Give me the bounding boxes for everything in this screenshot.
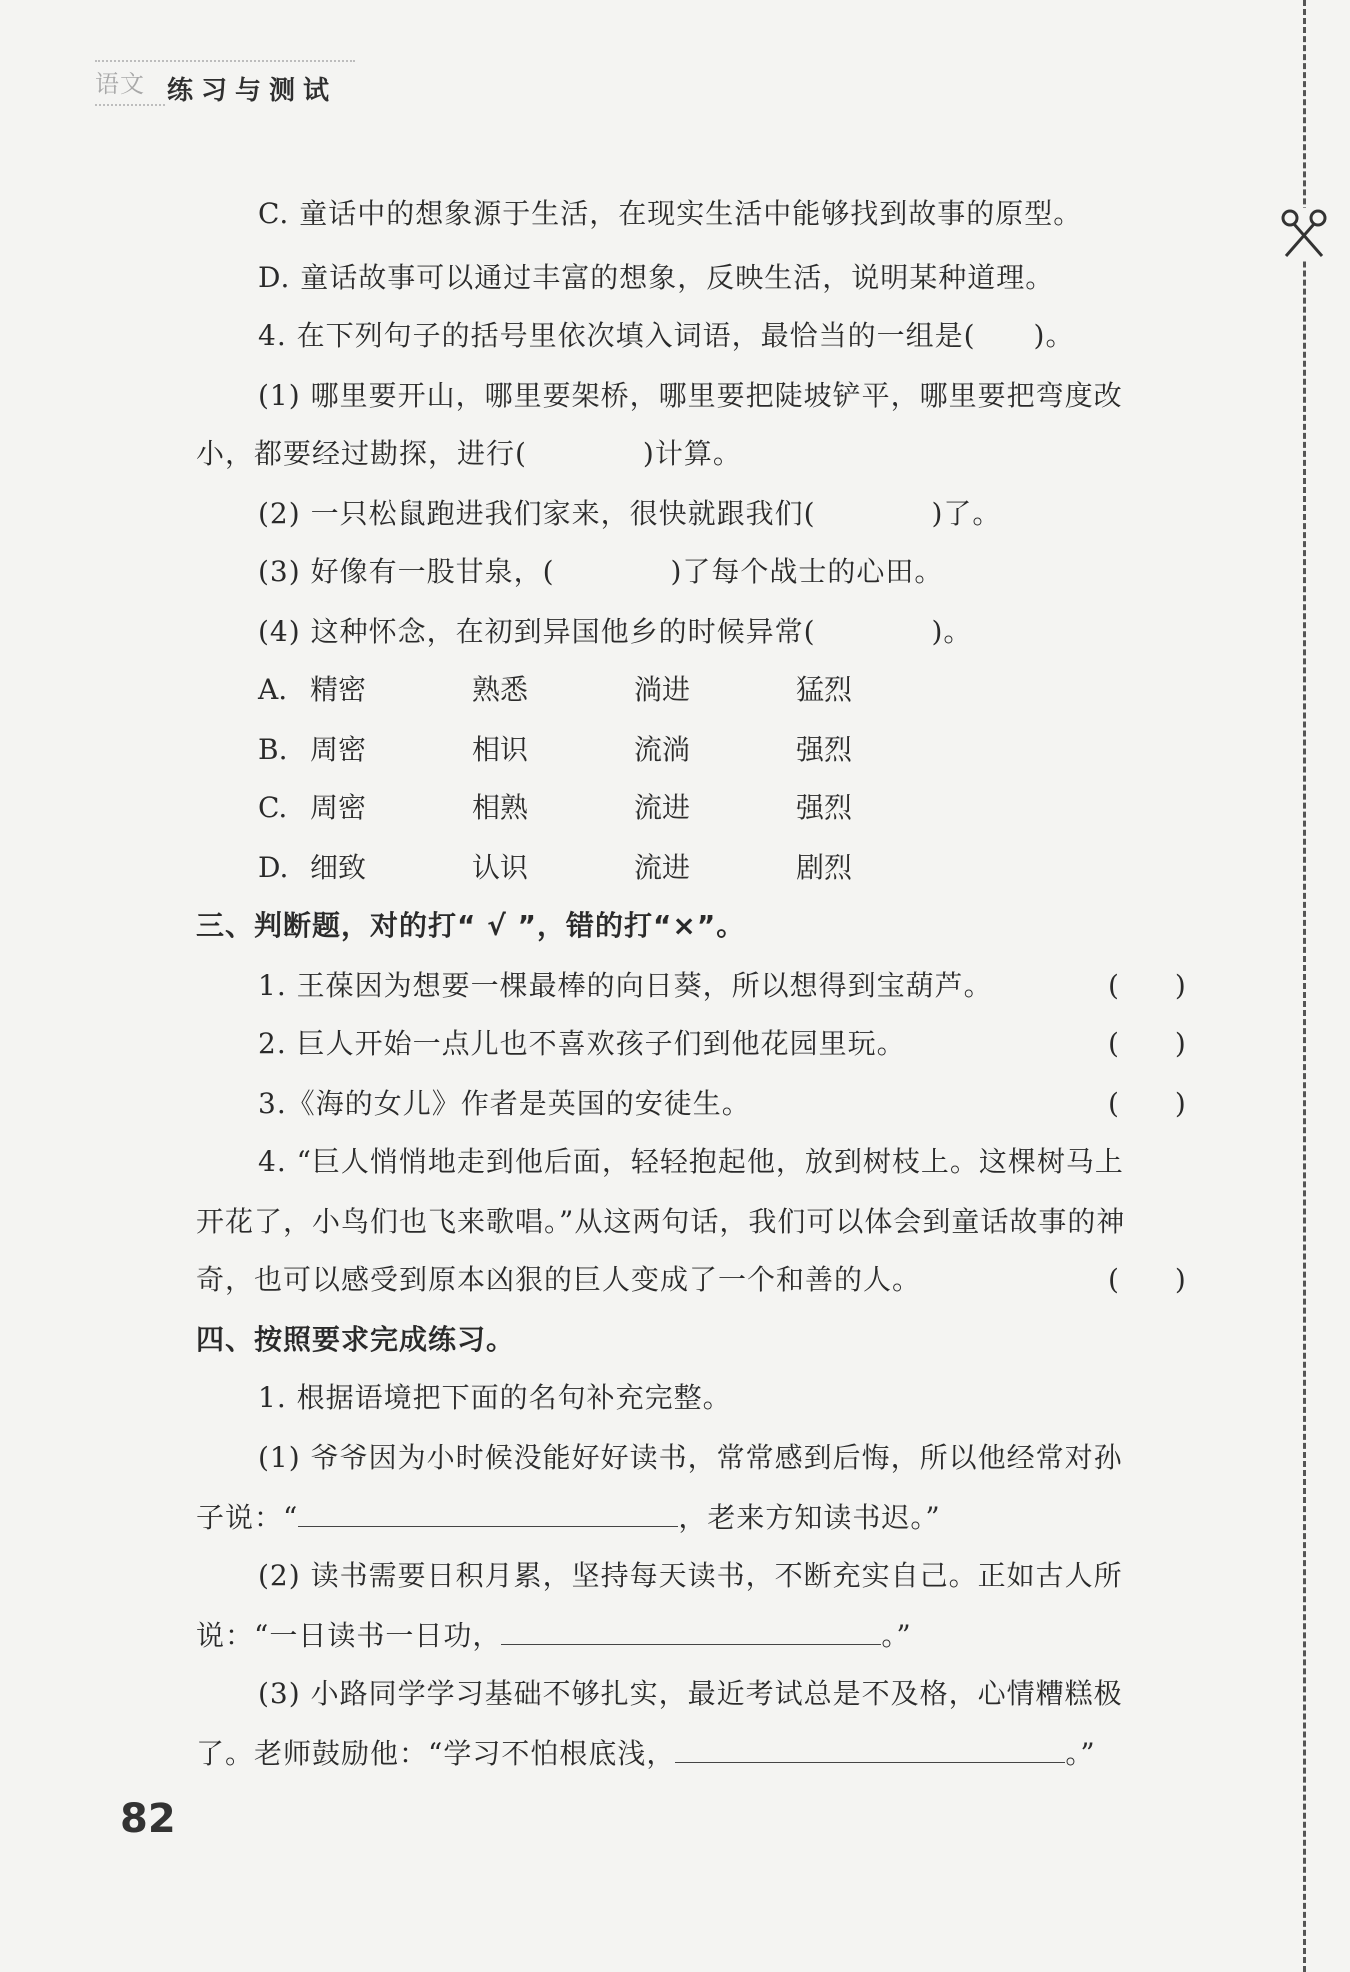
answer-paren-1[interactable]: ( ) [1108, 969, 1186, 1002]
option-label: B. [258, 733, 288, 766]
q3-option-d: D. 童话故事可以通过丰富的想象，反映生活，说明某种道理。 [258, 261, 1055, 294]
answer-blank-2[interactable] [501, 1620, 881, 1645]
judge-item-2: 2. 巨人开始一点儿也不喜欢孩子们到他花园里玩。 [258, 1027, 906, 1060]
option-word: 周密 [310, 791, 367, 824]
s4-item-3a: (3) 小路同学学习基础不够扎实，最近考试总是不及格，心情糟糕极 [258, 1677, 1123, 1710]
q4-sentence-1a: (1) 哪里要开山，哪里要架桥，哪里要把陡坡铲平，哪里要把弯度改 [258, 379, 1123, 412]
page-header [95, 60, 355, 110]
option-word: 相识 [472, 733, 529, 766]
judge-item-4a: 4. “巨人悄悄地走到他后面，轻轻抱起他，放到树枝上。这棵树马上 [258, 1145, 1124, 1178]
judge-item-3: 3.《海的女儿》作者是英国的安徒生。 [258, 1087, 751, 1120]
option-word: 淌进 [634, 673, 691, 706]
judge-item-4c: 奇，也可以感受到原本凶狠的巨人变成了一个和善的人。 [196, 1263, 922, 1296]
header-dotted-rule [95, 60, 355, 62]
s4-item-3b [196, 1738, 1096, 1768]
option-label: D. [258, 851, 289, 884]
option-word: 剧烈 [796, 851, 853, 884]
q3-option-c: C. 童话中的想象源于生活，在现实生活中能够找到故事的原型。 [258, 197, 1083, 230]
option-word: 精密 [310, 673, 367, 706]
text-prefix: 说：“一日读书一日功， [196, 1619, 502, 1652]
option-word: 流进 [634, 851, 691, 884]
answer-blank-3[interactable] [675, 1738, 1065, 1763]
answer-paren-4[interactable]: ( ) [1108, 1263, 1186, 1296]
answer-blank-1[interactable] [298, 1502, 678, 1527]
judge-item-4b: 开花了，小鸟们也飞来歌唱。”从这两句话，我们可以体会到童话故事的神 [196, 1205, 1126, 1238]
option-word: 认识 [472, 851, 529, 884]
option-word: 周密 [310, 733, 367, 766]
option-word: 猛烈 [796, 673, 853, 706]
scissors-icon [1278, 208, 1330, 260]
option-word: 相熟 [472, 791, 529, 824]
text-prefix: 了。老师鼓励他：“学习不怕根底浅， [196, 1737, 676, 1770]
option-word: 熟悉 [472, 673, 529, 706]
s4-item-1b [196, 1502, 941, 1532]
book-title: 练习与测试 [167, 76, 338, 106]
section4-heading: 四、按照要求完成练习。 [196, 1323, 516, 1356]
text-prefix: 子说：“ [196, 1501, 299, 1534]
s4-question-1: 1. 根据语境把下面的名句补充完整。 [258, 1381, 732, 1414]
option-word: 流进 [634, 791, 691, 824]
option-word: 强烈 [796, 791, 853, 824]
option-word: 流淌 [634, 733, 691, 766]
text-suffix: 。” [1065, 1737, 1096, 1770]
s4-item-2b [196, 1620, 912, 1650]
cut-line [1303, 0, 1306, 1972]
option-label: A. [258, 673, 288, 706]
q4-stem: 4. 在下列句子的括号里依次填入词语，最恰当的一组是( )。 [258, 319, 1075, 352]
s4-item-1a: (1) 爷爷因为小时候没能好好读书，常常感到后悔，所以他经常对孙 [258, 1441, 1123, 1474]
q4-sentence-1b: 小，都要经过勘探，进行( )计算。 [196, 437, 742, 470]
page-number: 82 [120, 1796, 176, 1842]
section3-heading: 三、判断题，对的打“ √ ”，错的打“×”。 [196, 909, 746, 942]
s4-item-2a: (2) 读书需要日积月累，坚持每天读书，不断充实自己。正如古人所 [258, 1559, 1123, 1592]
q4-sentence-2: (2) 一只松鼠跑进我们家来，很快就跟我们( )了。 [258, 497, 1002, 530]
subject-tag: 语文 [95, 70, 145, 98]
header-dotted-rule-short [95, 104, 165, 106]
answer-paren-2[interactable]: ( ) [1108, 1027, 1186, 1060]
text-suffix: 。” [881, 1619, 912, 1652]
answer-paren-3[interactable]: ( ) [1108, 1087, 1186, 1120]
option-word: 细致 [310, 851, 367, 884]
option-label: C. [258, 791, 288, 824]
option-word: 强烈 [796, 733, 853, 766]
text-suffix: ，老来方知读书迟。” [678, 1501, 941, 1534]
q4-sentence-3: (3) 好像有一股甘泉，( )了每个战士的心田。 [258, 555, 944, 588]
judge-item-1: 1. 王葆因为想要一棵最棒的向日葵，所以想得到宝葫芦。 [258, 969, 993, 1002]
q4-sentence-4: (4) 这种怀念，在初到异国他乡的时候异常( )。 [258, 615, 973, 648]
